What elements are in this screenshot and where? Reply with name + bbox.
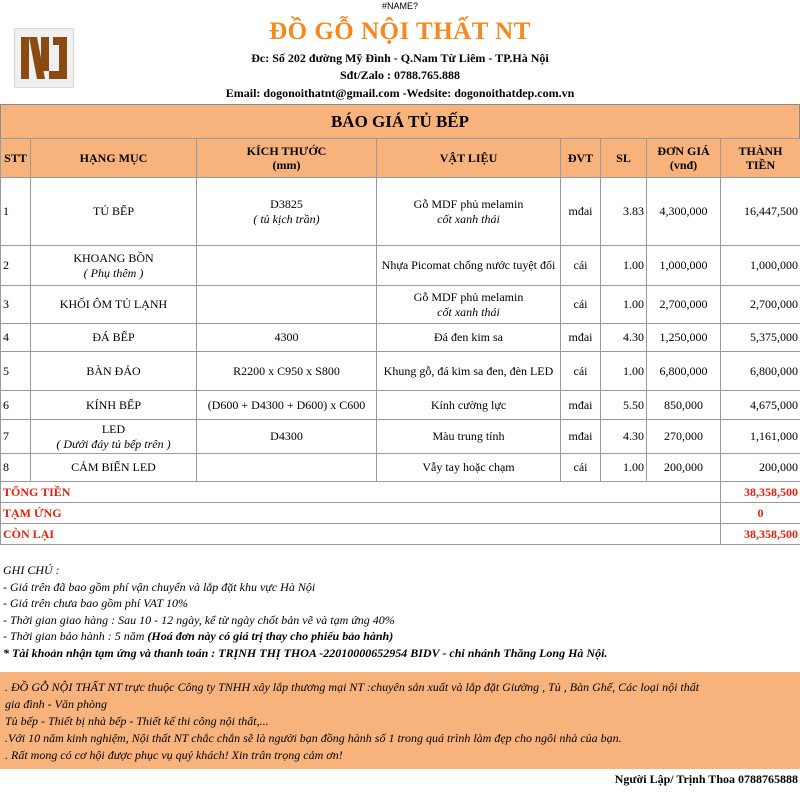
cell-size-text: D3825	[270, 196, 303, 211]
note-3: - Thời gian giao hàng : Sau 10 - 12 ngày, kể từ ngày chốt bản vẽ và tạm ứng 40%	[3, 612, 395, 627]
cell-size-text: 4300	[274, 330, 299, 344]
cell-stt	[1, 352, 31, 391]
cell-unit	[561, 352, 601, 391]
cell-material-text: Gỗ MDF phủ melamin	[413, 196, 524, 211]
cell-price-text: 2,700,000	[659, 297, 708, 311]
cell-stt-text: 6	[3, 397, 9, 412]
summary-remain-value: 38,358,500	[721, 524, 800, 545]
cell-price	[647, 391, 721, 420]
cell-qty-text: 3.83	[623, 204, 644, 218]
cell-qty	[601, 324, 647, 352]
cell-unit	[561, 178, 601, 246]
cell-error-text: #NAME?	[381, 1, 418, 11]
cell-price-text: 1,000,000	[659, 258, 708, 272]
cell-material-text: Nhựa Picomat chống nước tuyệt đối	[381, 258, 556, 272]
table-row	[1, 391, 800, 420]
cell-size	[197, 420, 377, 454]
cell-qty-text: 4.30	[623, 429, 644, 443]
quote-title: BÁO GIÁ TỦ BẾP	[0, 104, 800, 140]
table-row	[1, 352, 800, 391]
cell-size	[197, 454, 377, 482]
cell-unit-text: cái	[573, 297, 588, 311]
cell-item	[31, 246, 197, 286]
cell-stt	[1, 391, 31, 420]
cell-item-text: KÍNH BẾP	[85, 397, 141, 412]
cell-material-sub: cốt xanh thái	[437, 211, 500, 226]
cell-total-text: 2,700,000	[750, 297, 798, 311]
cell-total	[721, 246, 800, 286]
cell-qty	[601, 420, 647, 454]
cell-material-text: Gỗ MDF phủ melamin	[413, 289, 524, 304]
cell-stt	[1, 454, 31, 482]
cell-material	[377, 324, 561, 352]
cell-stt	[1, 324, 31, 352]
cell-size	[197, 178, 377, 246]
cell-item	[31, 420, 197, 454]
notes-heading: GHI CHÚ :	[3, 563, 60, 577]
cell-size	[197, 286, 377, 324]
cell-price-text: 6,800,000	[659, 363, 708, 378]
cell-size	[197, 324, 377, 352]
table-row	[1, 454, 800, 482]
col-header-stt: STT	[1, 139, 31, 178]
cell-material-text: Khung gỗ, đá kim sa đen, đèn LED	[383, 363, 554, 378]
cell-unit	[561, 454, 601, 482]
cell-material-sub: cốt xanh thái	[437, 304, 500, 319]
cell-item-sub: ( Phụ thêm )	[83, 265, 144, 280]
table-row	[1, 286, 800, 324]
cell-total-text: 1,000,000	[750, 258, 798, 272]
company-name: ĐỒ GỖ NỘI THẤT NT	[269, 18, 531, 45]
cell-unit-text: cái	[573, 460, 588, 474]
cell-item-text: BÀN ĐẢO	[86, 363, 141, 378]
note-4	[3, 628, 798, 645]
cell-total-text: 5,375,000	[750, 330, 798, 344]
cell-stt-text: 4	[3, 330, 9, 344]
col-header-size-unit: (mm)	[272, 158, 301, 172]
cell-price-text: 1,250,000	[659, 330, 708, 344]
summary-advance-row	[1, 503, 800, 524]
cell-item-text: ĐÁ BẾP	[92, 330, 135, 344]
summary-advance-label: TẠM ỨNG	[1, 503, 721, 524]
cell-qty-text: 1.00	[623, 363, 644, 378]
cell-stt	[1, 420, 31, 454]
cell-total-text: 16,447,500	[744, 204, 798, 218]
bank-account-note: * Tài khoản nhận tạm ứng và thanh toán : TRỊNH THỊ THOA -22010000652954 BIDV - chi nhánh Thăng Long Hà Nội.	[3, 645, 608, 660]
cell-total	[721, 178, 800, 246]
cell-item	[31, 324, 197, 352]
col-header-material: VẬT LIỆU	[377, 139, 561, 178]
col-header-total	[721, 139, 800, 178]
cell-price-text: 270,000	[664, 429, 703, 443]
col-header-size	[197, 139, 377, 178]
cell-qty-text: 1.00	[623, 297, 644, 311]
cell-material	[377, 391, 561, 420]
cell-stt-text: 3	[3, 297, 9, 311]
cell-qty	[601, 454, 647, 482]
summary-remain-label: CÒN LẠI	[1, 524, 721, 545]
cell-item-text: CẢM BIẾN LED	[71, 460, 156, 474]
cell-size	[197, 246, 377, 286]
cell-material	[377, 352, 561, 391]
cell-qty-text: 1.00	[623, 460, 644, 474]
cell-unit	[561, 391, 601, 420]
summary-total-label: TỔNG TIỀN	[1, 482, 721, 503]
cell-stt-text: 8	[3, 460, 9, 474]
company-info-line-3: Tủ bếp - Thiết bị nhà bếp - Thiết kế thi công nội thất,...	[5, 714, 269, 728]
cell-unit-text: mđai	[568, 330, 593, 344]
cell-material-text: Vẫy tay hoặc chạm	[422, 460, 515, 474]
note-4-warranty: (Hoá đơn này có giá trị thay cho phiếu bảo hành)	[147, 629, 394, 644]
company-info-box	[0, 672, 800, 769]
cell-unit	[561, 246, 601, 286]
cell-qty-text: 5.50	[623, 397, 644, 412]
col-header-qty: SL	[601, 139, 647, 178]
cell-item-sub: ( Dưới đáy tủ bếp trên )	[56, 436, 171, 451]
company-info-line-5: . Rất mong có cơ hội được phục vụ quý khách! Xin trân trọng cảm ơn!	[5, 748, 343, 762]
summary-total-value: 38,358,500	[721, 482, 800, 503]
cell-price	[647, 420, 721, 454]
cell-total-text: 6,800,000	[750, 363, 798, 378]
document-header	[0, 12, 800, 104]
cell-unit-text: mđai	[568, 397, 593, 412]
table-row	[1, 420, 800, 454]
cell-stt-text: 1	[3, 204, 9, 218]
company-email-web: Email: dogonoithatnt@gmail.com -Wedsite: dogonoithatdep.com.vn	[225, 86, 575, 100]
cell-stt-text: 5	[3, 363, 9, 378]
cell-unit-text: cái	[573, 363, 588, 378]
summary-advance-value: 0	[721, 503, 800, 524]
cell-stt	[1, 286, 31, 324]
company-info-line-1: . ĐỒ GỖ NỘI THẤT NT trực thuộc Công ty TNHH xây lắp thương mại NT :chuyên sản xuất và lắp đặt Giường , Tủ , Bàn Ghế, Các loại nội thất	[5, 680, 700, 694]
cell-total-text: 200,000	[759, 460, 798, 474]
cell-unit	[561, 324, 601, 352]
cell-material	[377, 246, 561, 286]
cell-unit-text: mđai	[568, 429, 593, 443]
cell-qty	[601, 352, 647, 391]
cell-item-text: KHOANG BỒN	[73, 250, 154, 265]
cell-unit-text: mđai	[568, 204, 593, 218]
col-header-unit: ĐVT	[561, 139, 601, 178]
company-info-line-4: .Với 10 năm kinh nghiệm, Nội thất NT chắc chắn sẽ là người bạn đồng hành số 1 trong quá trình làm đẹp cho ngôi nhà của bạn.	[5, 731, 622, 745]
cell-price	[647, 324, 721, 352]
cell-qty	[601, 286, 647, 324]
cell-total	[721, 286, 800, 324]
cell-price	[647, 454, 721, 482]
cell-material	[377, 286, 561, 324]
col-header-price	[647, 139, 721, 178]
cell-price-text: 200,000	[664, 460, 703, 474]
summary-remain-row	[1, 524, 800, 545]
cell-price	[647, 246, 721, 286]
cell-size-text: R2200 x C950 x S800	[233, 363, 340, 378]
table-row	[1, 324, 800, 352]
cell-stt	[1, 246, 31, 286]
cell-price-text: 850,000	[664, 397, 703, 412]
signer: Người Lập/ Trịnh Thoa 0788765888	[614, 772, 798, 786]
cell-size	[197, 352, 377, 391]
cell-qty-text: 4.30	[623, 330, 644, 344]
cell-total	[721, 324, 800, 352]
cell-total	[721, 454, 800, 482]
cell-item-text: KHỐI ÔM TỦ LẠNH	[59, 297, 168, 311]
cell-price	[647, 286, 721, 324]
cell-material-text: Kính cường lực	[430, 397, 507, 412]
cell-qty	[601, 246, 647, 286]
cell-total	[721, 352, 800, 391]
note-1: - Giá trên đã bao gồm phí vận chuyển và lắp đặt khu vực Hà Nội	[3, 579, 316, 594]
cell-unit-text: cái	[573, 258, 588, 272]
cell-item	[31, 352, 197, 391]
cell-qty	[601, 178, 647, 246]
col-header-item: HẠNG MỤC	[31, 139, 197, 178]
note-4-text: - Thời gian bảo hành : 5 năm	[3, 629, 145, 644]
company-info-line-2: gia đình - Văn phòng	[5, 697, 107, 711]
col-header-price-label: ĐƠN GIÁ	[657, 144, 710, 158]
cell-total	[721, 391, 800, 420]
cell-material-text: Đá đen kim sa	[434, 330, 503, 344]
col-header-size-label: KÍCH THƯỚC	[246, 144, 327, 158]
col-header-total-label-2: TIỀN	[745, 158, 776, 172]
cell-material-text: Màu trung tính	[432, 429, 505, 443]
cell-size-text: D4300	[270, 429, 303, 443]
cell-item	[31, 178, 197, 246]
cell-material	[377, 178, 561, 246]
note-2: - Giá trên chưa bao gồm phí VAT 10%	[3, 596, 188, 611]
cell-total-text: 1,161,000	[750, 429, 798, 443]
cell-unit	[561, 286, 601, 324]
company-phone: Sđt/Zalo : 0788.765.888	[339, 68, 460, 82]
cell-item-text: LED	[101, 421, 126, 436]
cell-price-text: 4,300,000	[659, 204, 708, 218]
notes-section	[3, 562, 798, 662]
summary-total-row	[1, 482, 800, 503]
quote-table	[0, 138, 800, 545]
table-row	[1, 246, 800, 286]
cell-material	[377, 420, 561, 454]
cell-total-text: 4,675,000	[750, 397, 798, 412]
cell-qty-text: 1.00	[623, 258, 644, 272]
company-address: Đc: Số 202 đường Mỹ Đình - Q.Nam Từ Liêm - TP.Hà Nội	[251, 51, 549, 65]
cell-unit	[561, 420, 601, 454]
cell-size	[197, 391, 377, 420]
cell-qty	[601, 391, 647, 420]
table-header-row	[1, 139, 800, 178]
cell-size-sub: ( tủ kịch trần)	[253, 211, 320, 226]
cell-stt-text: 2	[3, 258, 9, 272]
cell-stt-text: 7	[3, 429, 9, 443]
cell-item	[31, 391, 197, 420]
cell-size-text: (D600 + D4300 + D600) x C600	[207, 397, 366, 412]
table-row	[1, 178, 800, 246]
col-header-price-unit: (vnđ)	[669, 158, 698, 172]
cell-item-text: TỦ BẾP	[92, 204, 134, 218]
col-header-total-label: THÀNH	[738, 144, 783, 158]
cell-total	[721, 420, 800, 454]
cell-item	[31, 286, 197, 324]
cell-stt	[1, 178, 31, 246]
cell-price	[647, 352, 721, 391]
cell-price	[647, 178, 721, 246]
cell-material	[377, 454, 561, 482]
cell-item	[31, 454, 197, 482]
